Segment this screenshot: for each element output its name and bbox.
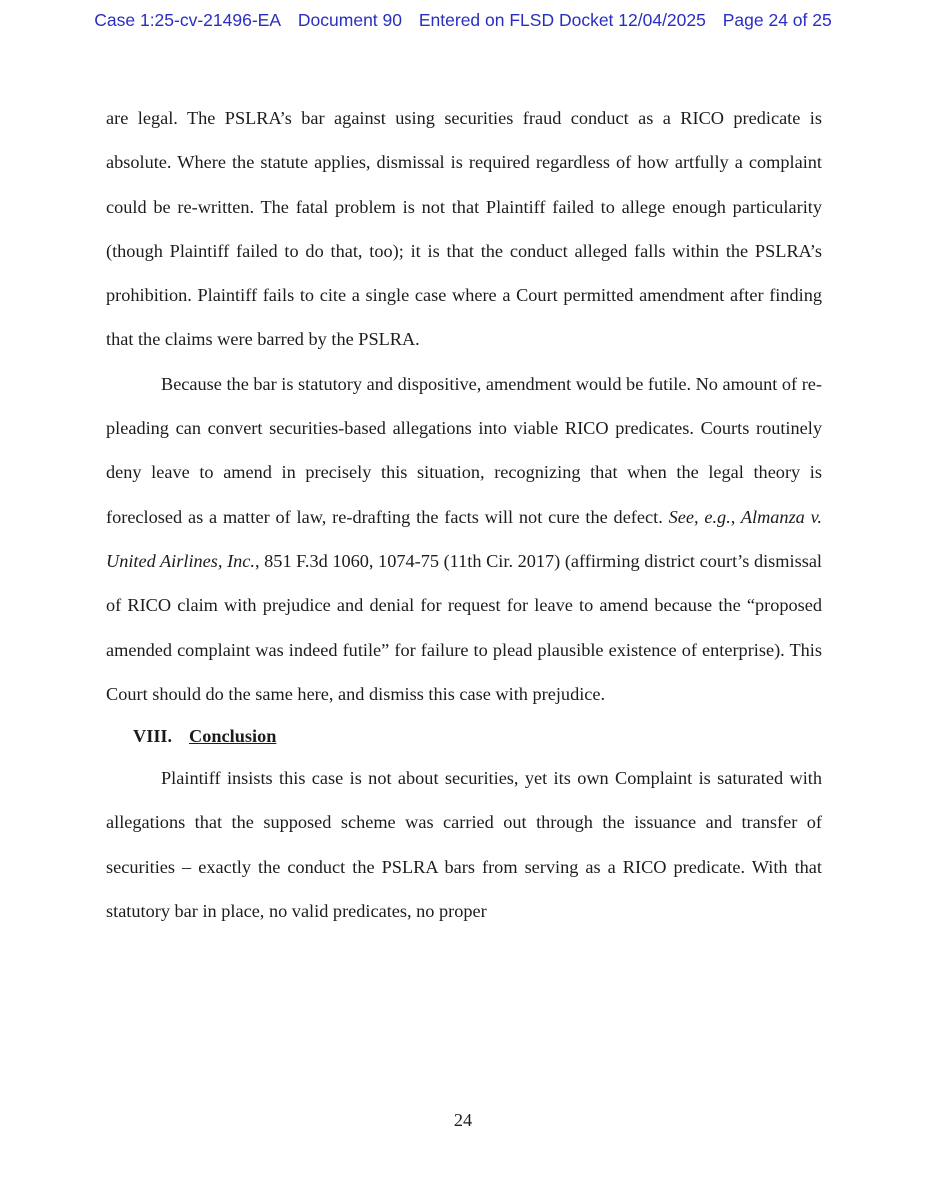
docket-entry-date: Entered on FLSD Docket 12/04/2025 — [418, 10, 706, 30]
paragraph-futility-text: Because the bar is statutory and dispositive, amendment would be futile. No amount of re-pleading can convert securities-based allegations into viable RICO predicates. Courts routinely deny leave to amend in precisely this situation, recognizing that when the legal theory is foreclosed as a matter of law, re-drafting the facts will not cure the defect. — [106, 373, 823, 527]
section-title: Conclusion — [189, 726, 277, 747]
page-of-pages: Page 24 of 25 — [722, 10, 832, 30]
ecf-filing-header — [0, 10, 926, 31]
paragraph-futility — [106, 362, 822, 716]
document-number: Document 90 — [297, 10, 402, 30]
document-body — [106, 96, 822, 933]
page-number: 24 — [453, 1110, 473, 1130]
section-number: VIII. — [133, 726, 173, 747]
paragraph-futility-text-continued: , 851 F.3d 1060, 1074-75 (11th Cir. 2017) (affirming district court’s dismissal of RICO claim with prejudice and denial for request for leave to amend because the “proposed amended complaint was indeed futile” for failure to plead plausible existence of enterprise). This Court should do the same here, and dismiss this case with prejudice. — [106, 550, 823, 704]
case-citation: See, e.g., Almanza v. United Airlines, Inc. — [106, 506, 822, 571]
paragraph-continuation: are legal. The PSLRA’s bar against using securities fraud conduct as a RICO predicate is absolute. Where the statute applies, dismissal is required regardless of how artfully a complaint could be re-written. The fatal problem is not that Plaintiff failed to allege enough particularity (though Plaintiff failed to do that, too); it is that the conduct alleged falls within the PSLRA’s prohibition. Plaintiff fails to cite a single case where a Court permitted amendment after finding that the claims were barred by the PSLRA. — [106, 108, 822, 350]
paragraph-conclusion: Plaintiff insists this case is not about securities, yet its own Complaint is saturated with allegations that the supposed scheme was carried out through the issuance and transfer of securities – exactly the conduct the PSLRA bars from serving as a RICO predicate. With that statutory bar in place, no valid predicates, no proper — [106, 768, 822, 922]
case-number: Case 1:25-cv-21496-EA — [94, 10, 282, 30]
section-heading — [106, 716, 822, 756]
